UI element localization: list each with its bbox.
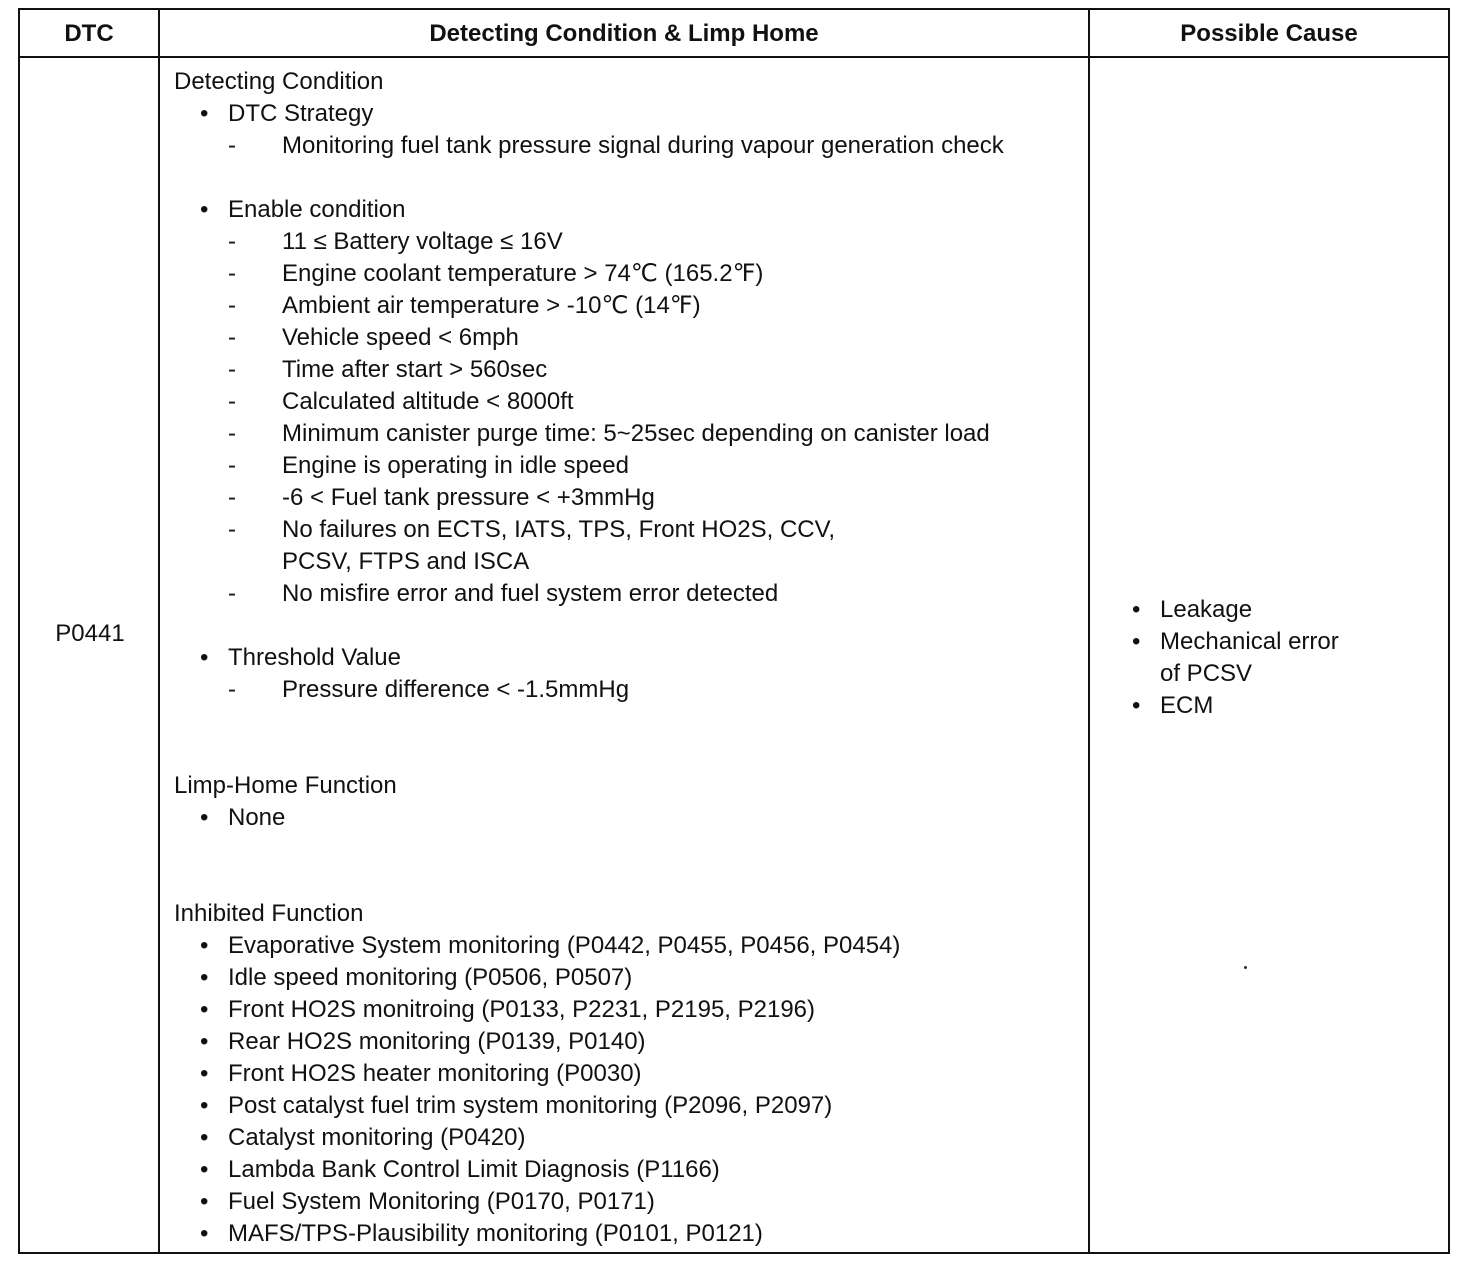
list-item: • MAFS/TPS-Plausibility monitoring (P0101, P0121) [174, 1218, 1094, 1250]
header-detecting-condition: Detecting Condition & Limp Home [429, 20, 819, 47]
list-item: • Fuel System Monitoring (P0170, P0171) [174, 1186, 1094, 1218]
list-item: • Threshold Value [174, 642, 1094, 674]
dtc-code: P0441 [55, 620, 125, 647]
list-item: - Calculated altitude < 8000ft [174, 386, 1094, 418]
dash-icon: - [228, 452, 236, 479]
possible-cause-cell [1124, 594, 1444, 722]
list-item: - Pressure difference < -1.5mmHg [174, 674, 1094, 706]
bullet-icon: • [200, 1156, 209, 1183]
list-item: • Evaporative System monitoring (P0442, P0455, P0456, P0454) [174, 930, 1094, 962]
bullet-icon: • [200, 996, 209, 1023]
bullet-icon: • [200, 804, 209, 831]
header-possible-cause: Possible Cause [1180, 20, 1358, 47]
list-item: - No misfire error and fuel system error detected [174, 578, 1094, 610]
dash-icon: - [228, 292, 236, 319]
dash-icon: - [228, 228, 236, 255]
list-item: • Lambda Bank Control Limit Diagnosis (P1166) [174, 1154, 1094, 1186]
list-item: - Engine is operating in idle speed [174, 450, 1094, 482]
bullet-icon: • [200, 1220, 209, 1247]
bullet-icon: • [200, 932, 209, 959]
dash-icon: - [228, 324, 236, 351]
bullet-icon: • [200, 964, 209, 991]
bullet-icon: • [200, 100, 209, 127]
dash-icon: - [228, 388, 236, 415]
list-item: • Idle speed monitoring (P0506, P0507) [174, 962, 1094, 994]
list-item: - Vehicle speed < 6mph [174, 322, 1094, 354]
dash-icon: - [228, 132, 236, 159]
list-item: - Ambient air temperature > -10℃ (14℉) [174, 290, 1094, 322]
list-item: - No failures on ECTS, IATS, TPS, Front HO2S, CCV, [174, 514, 1094, 546]
list-item: • ECM [1124, 690, 1444, 722]
dtc-table [18, 8, 1450, 1254]
bullet-icon: • [200, 1092, 209, 1119]
list-item-continuation: of PCSV [1160, 660, 1253, 687]
detecting-condition-cell [174, 66, 1094, 1250]
bullet-icon: • [200, 1188, 209, 1215]
bullet-icon: • [1132, 596, 1141, 623]
bullet-icon: • [200, 1060, 209, 1087]
bullet-icon: • [1132, 628, 1141, 655]
bullet-icon: • [1132, 692, 1141, 719]
list-item: • Post catalyst fuel trim system monitoring (P2096, P2097) [174, 1090, 1094, 1122]
header-dtc: DTC [64, 20, 114, 47]
bullet-icon: • [200, 1028, 209, 1055]
list-item: • DTC Strategy [174, 98, 1094, 130]
dash-icon: - [228, 420, 236, 447]
dash-icon: - [228, 484, 236, 511]
list-item: • Mechanical error [1124, 626, 1444, 658]
section-title: Limp-Home Function [174, 772, 397, 799]
stray-dot [1244, 966, 1247, 969]
list-item: - Engine coolant temperature > 74℃ (165.2℉) [174, 258, 1094, 290]
list-item: - Monitoring fuel tank pressure signal during vapour generation check [174, 130, 1094, 162]
list-item: • Front HO2S monitroing (P0133, P2231, P2195, P2196) [174, 994, 1094, 1026]
list-item: • Leakage [1124, 594, 1444, 626]
section-title: Inhibited Function [174, 900, 364, 927]
list-item: • None [174, 802, 1094, 834]
list-item: • Rear HO2S monitoring (P0139, P0140) [174, 1026, 1094, 1058]
dash-icon: - [228, 260, 236, 287]
dash-icon: - [228, 580, 236, 607]
bullet-icon: • [200, 1124, 209, 1151]
list-item: • Enable condition [174, 194, 1094, 226]
list-item: - -6 < Fuel tank pressure < +3mmHg [174, 482, 1094, 514]
list-item: - Time after start > 560sec [174, 354, 1094, 386]
bullet-icon: • [200, 196, 209, 223]
dash-icon: - [228, 356, 236, 383]
dash-icon: - [228, 676, 236, 703]
section-title: Detecting Condition [174, 68, 384, 95]
list-item-continuation: PCSV, FTPS and ISCA [282, 548, 530, 575]
list-item: - 11 ≤ Battery voltage ≤ 16V [174, 226, 1094, 258]
list-item: • Catalyst monitoring (P0420) [174, 1122, 1094, 1154]
list-item: - Minimum canister purge time: 5~25sec depending on canister load [174, 418, 1094, 450]
list-item: • Front HO2S heater monitoring (P0030) [174, 1058, 1094, 1090]
bullet-icon: • [200, 644, 209, 671]
dash-icon: - [228, 516, 236, 543]
